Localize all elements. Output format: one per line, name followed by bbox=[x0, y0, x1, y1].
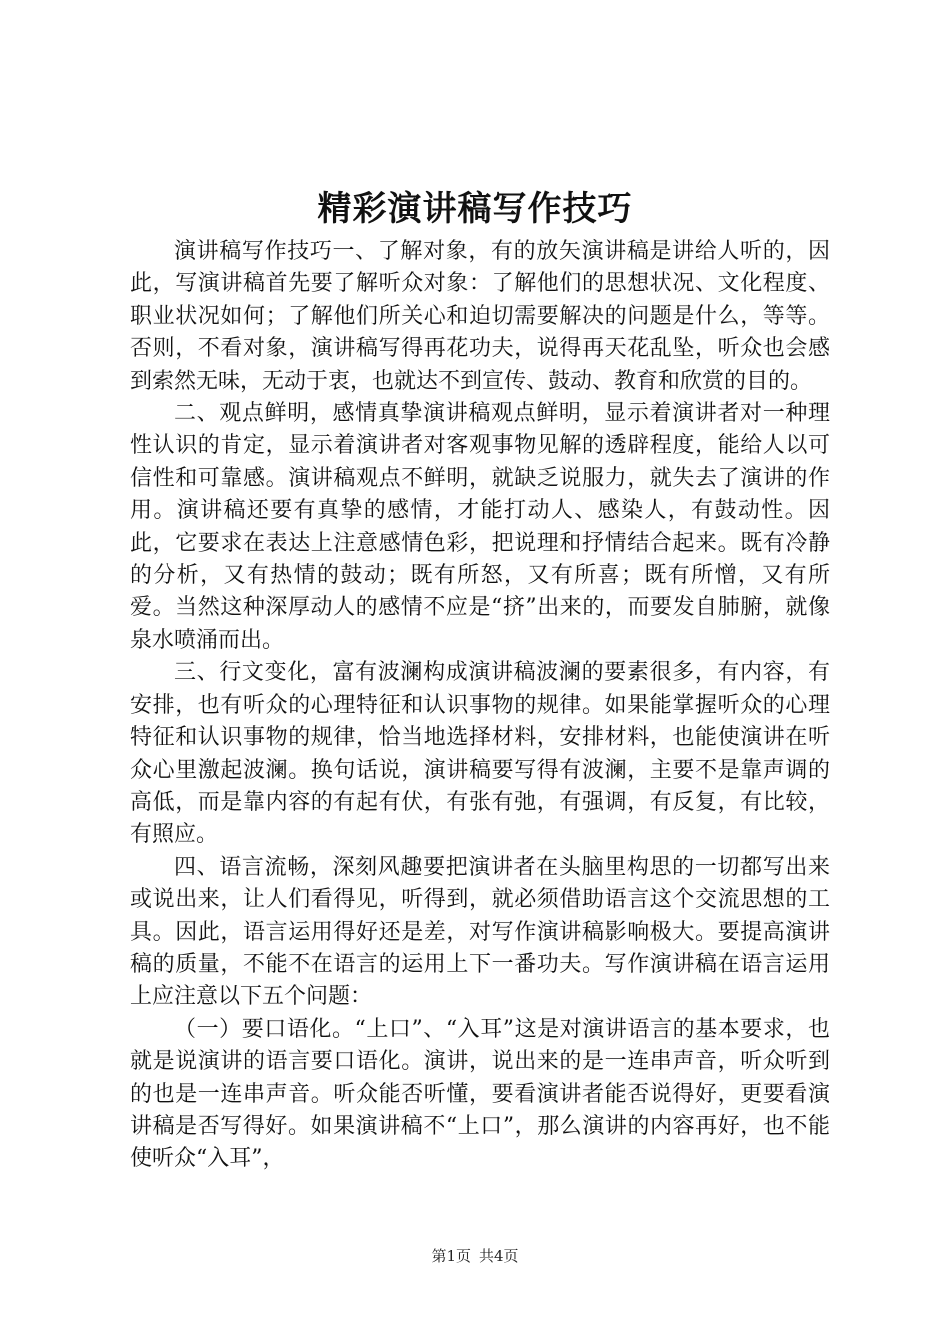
paragraph-5: （一）要口语化。“上口”、“入耳”这是对演讲语言的基本要求，也就是说演讲的语言要口语化。演讲，说出来的是一连串声音，听众听到的也是一连串声音。听众能否听懂，要看演讲者能否说得好，更要看演讲稿是否写得好。如果演讲稿不“上口”，那么演讲的内容再好，也不能使听众“入耳”， bbox=[130, 1016, 830, 1172]
paragraph-2: 二、观点鲜明，感情真挚演讲稿观点鲜明，显示着演讲者对一种理性认识的肯定，显示着演讲者对客观事物见解的透辟程度，能给人以可信性和可靠感。演讲稿观点不鲜明，就缺乏说服力，就失去了演讲的作用。演讲稿还要有真挚的感情，才能打动人、感染人，有鼓动性。因此，它要求在表达上注意感情色彩，把说理和抒情结合起来。既有冷静的分析，又有热情的鼓动；既有所怒，又有所喜；既有所憎，又有所爱。当然这种深厚动人的感情不应是“挤”出来的，而要发自肺腑，就像泉水喷涌而出。 bbox=[130, 401, 830, 653]
page-number: 第1页 bbox=[431, 1247, 471, 1265]
paragraph-1: 演讲稿写作技巧一、了解对象，有的放矢演讲稿是讲给人听的，因此，写演讲稿首先要了解听众对象：了解他们的思想状况、文化程度、职业状况如何；了解他们所关心和迫切需要解决的问题是什么，等等。否则，不看对象，演讲稿写得再花功夫，说得再天花乱坠，听众也会感到索然无味，无动于衷，也就达不到宣传、鼓动、教育和欣赏的目的。 bbox=[130, 239, 830, 394]
page-total: 共4页 bbox=[479, 1247, 519, 1265]
page-footer bbox=[0, 1245, 950, 1267]
document-title: 精彩演讲稿写作技巧 bbox=[317, 189, 633, 229]
paragraph-4: 四、语言流畅，深刻风趣要把演讲者在头脑里构思的一切都写出来或说出来，让人们看得见，听得到，就必须借助语言这个交流思想的工具。因此，语言运用得好还是差，对写作演讲稿影响极大。要提高演讲稿的质量，不能不在语言的运用上下一番功夫。写作演讲稿在语言运用上应注意以下五个问题： bbox=[130, 854, 830, 1010]
paragraph-3: 三、行文变化，富有波澜构成演讲稿波澜的要素很多，有内容，有安排，也有听众的心理特征和认识事物的规律。如果能掌握听众的心理特征和认识事物的规律，恰当地选择材料，安排材料，也能使演讲在听众心里激起波澜。换句话说，演讲稿要写得有波澜，主要不是靠声调的高低，而是靠内容的有起有伏，有张有弛，有强调，有反复，有比较，有照应。 bbox=[130, 660, 830, 848]
document-body bbox=[130, 236, 830, 1176]
